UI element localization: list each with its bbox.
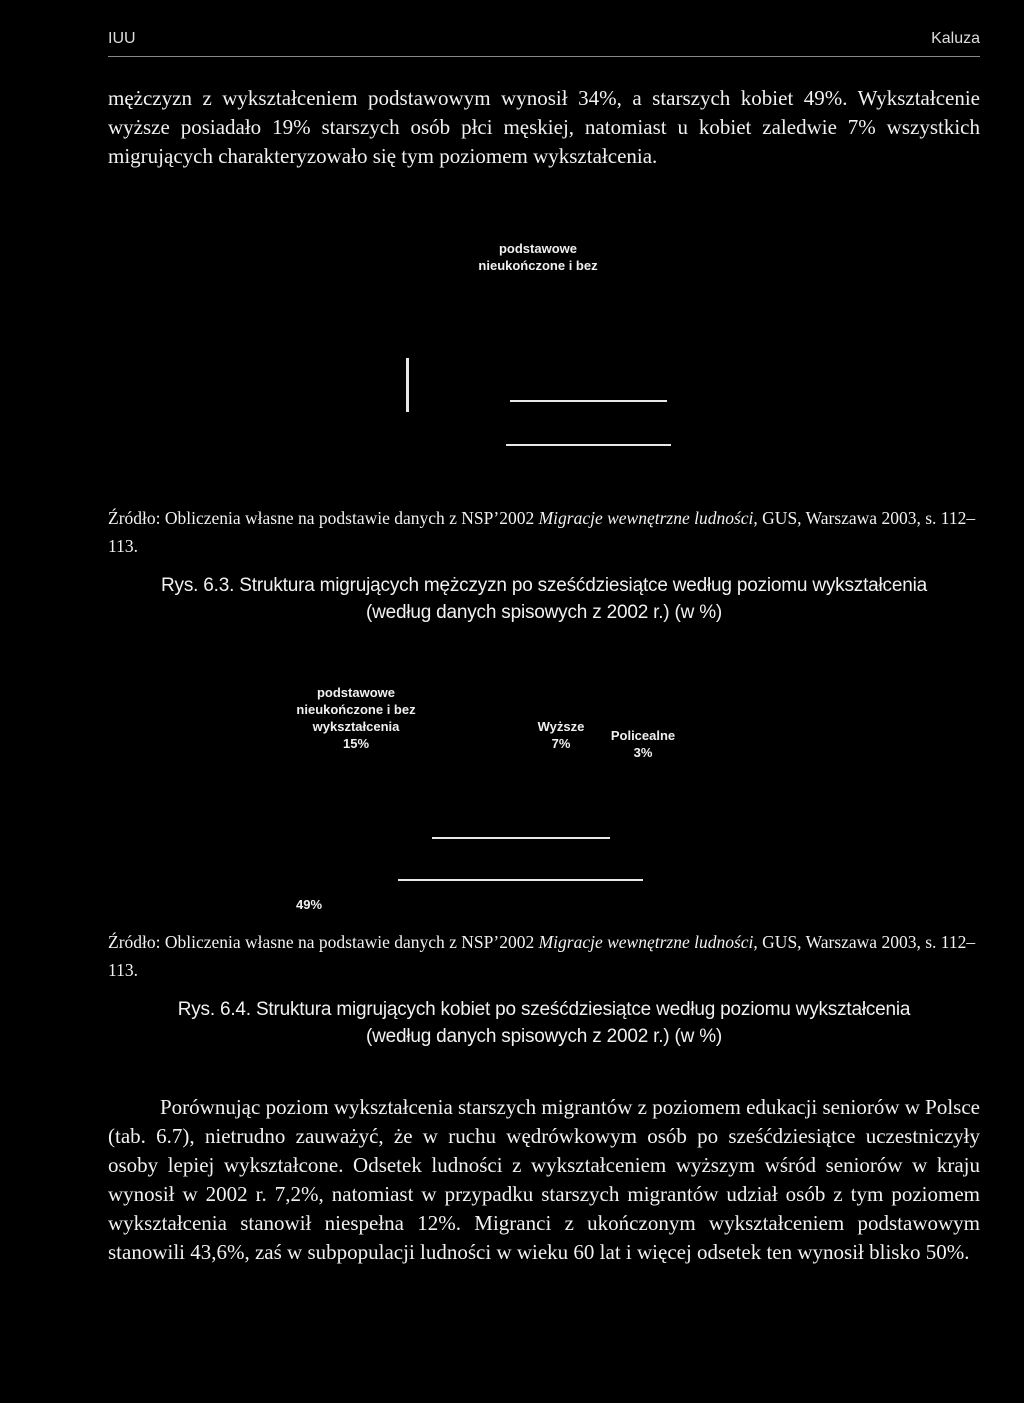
chart1-label-line1: podstawowe (498, 241, 577, 256)
figure-6-3-chart (108, 230, 980, 480)
source-title: Migracje wewnętrzne ludności (538, 932, 754, 952)
source-prefix: Źródło: Obliczenia własne na podstawie danych z NSP’2002 (108, 508, 539, 528)
figure-6-4-source (108, 928, 980, 984)
label-value: 15% (342, 736, 370, 751)
figure-6-4-caption (108, 996, 980, 1050)
chart2-label-49: 49% (295, 897, 323, 912)
label-line1: Policealne (610, 728, 676, 743)
label-line3: wykształcenia (312, 719, 400, 734)
caption-line-1: Rys. 6.4. Struktura migrujących kobiet po sześćdziesiątce według poziomu wykształcenia (177, 999, 911, 1020)
caption-line-1: Rys. 6.3. Struktura migrujących mężczyzn po sześćdziesiątce według poziomu wykształcenia (161, 575, 927, 596)
figure-6-4-chart (108, 676, 980, 916)
chart2-label-basic-incomplete (276, 684, 436, 752)
author-name: Kaluza (931, 30, 980, 47)
page-number: IUU (108, 30, 136, 47)
chart2-label-post-secondary (596, 727, 690, 761)
header-rule (108, 56, 980, 57)
chart1-label-line2: nieukończone i bez (478, 258, 598, 273)
paragraph-text: Porównując poziom wykształcenia starszych migrantów z poziomem edukacji seniorów w Polsce (tab. 6.7), nietrudno zauważyć, że w ruchu wędrówkowym osób po sześćdziesiątce uczestniczyły osoby lepiej wykształcone. Odsetek ludności z wykształceniem wyższym wśród seniorów w kraju wynosił w 2002 r. 7,2%, natomiast w przypadku starszych migrantów udział osób z tym poziomem wykształcenia stanowił niespełna 12%. Migranci z ukończonym wykształceniem podstawowym stanowili 43,6%, zaś w subpopulacji ludności w wieku 60 lat i więcej odsetek ten wynosił blisko 50%. (108, 1095, 980, 1264)
chart1-mark-vertical (406, 358, 409, 412)
body-paragraph-1 (108, 84, 980, 171)
label-line1: podstawowe (316, 685, 395, 700)
source-suffix: , GUS, Warszawa 2003, s. 112–113. (108, 932, 976, 980)
source-prefix: Źródło: Obliczenia własne na podstawie danych z NSP’2002 (108, 932, 539, 952)
chart2-mark-line-1 (432, 837, 610, 839)
source-suffix: , GUS, Warszawa 2003, s. 112–113. (108, 508, 976, 556)
paragraph-text: mężczyzn z wykształceniem podstawowym wynosił 34%, a starszych kobiet 49%. Wykształcenie wyższe posiadało 19% starszych osób płci męskiej, natomiast u kobiet zaledwie 7% wszystkich migrujących charakteryzowało się tym poziomem wykształcenia. (108, 86, 980, 168)
chart1-mark-line-2 (506, 444, 671, 446)
source-title: Migracje wewnętrzne ludności (538, 508, 754, 528)
caption-line-2: (według danych spisowych z 2002 r.) (w %) (365, 1026, 723, 1047)
chart1-label-basic (408, 240, 668, 274)
chart2-label-higher (526, 718, 596, 752)
figure-6-3-caption (108, 572, 980, 626)
label-line2: nieukończone i bez (296, 702, 416, 717)
label-value: 7% (551, 736, 571, 751)
figure-6-3-source (108, 504, 980, 560)
body-paragraph-2 (108, 1093, 980, 1267)
caption-line-2: (według danych spisowych z 2002 r.) (w %) (365, 602, 723, 623)
chart2-mark-line-2 (398, 879, 643, 881)
label-value: 3% (633, 745, 653, 760)
label-line1: Wyższe (537, 719, 585, 734)
running-header (108, 30, 980, 52)
chart1-mark-line-1 (510, 400, 667, 402)
